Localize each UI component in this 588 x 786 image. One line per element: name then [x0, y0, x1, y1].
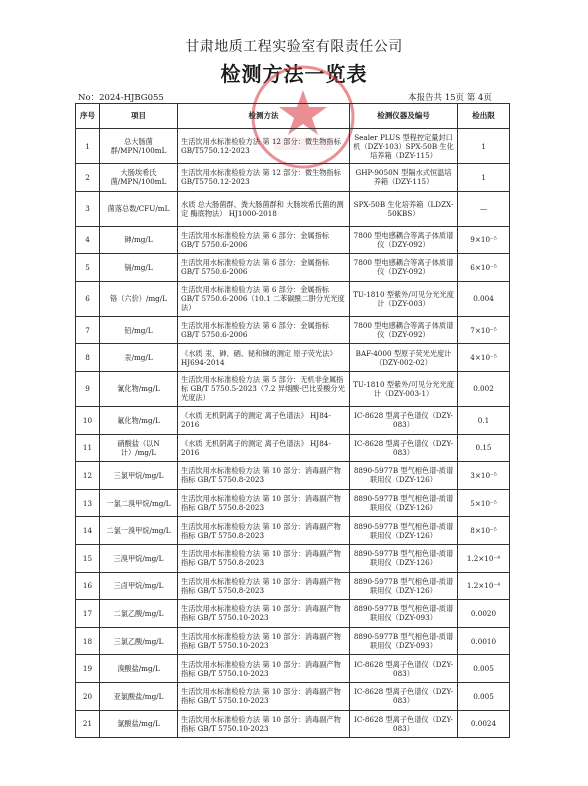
header-instrument: 检测仪器及编号 — [350, 104, 458, 129]
cell-instrument: IC-8628 型离子色谱仪（DZY-083） — [350, 434, 458, 462]
cell-method: 《水质 汞、砷、硒、铋和锑的测定 原子荧光法》 HJ694-2014 — [178, 344, 350, 372]
cell-method: 生活饮用水标准检验方法 第 10 部分：消毒副产物指标 GB/T 5750.10-2023 — [178, 600, 350, 628]
cell-instrument: 8890-5977B 型气相色谱-质谱联用仪（DZY-126） — [350, 544, 458, 572]
table-row — [76, 655, 510, 683]
table-header-row — [76, 104, 510, 129]
report-number-label: No： — [78, 93, 100, 103]
cell-method: 生活饮用水标准检验方法 第 10 部分：消毒副产物指标 GB/T 5750.8-2023 — [178, 517, 350, 545]
cell-method: 生活饮用水标准检验方法 第 10 部分：消毒副产物指标 GB/T 5750.10-2023 — [178, 655, 350, 683]
cell-limit: 4×10⁻⁵ — [458, 344, 510, 372]
cell-number: 14 — [76, 517, 100, 545]
cell-instrument: 7800 型电感耦合等离子体质谱仪（DZY-092） — [350, 254, 458, 282]
cell-limit: 7×10⁻⁵ — [458, 316, 510, 344]
cell-instrument: 7800 型电感耦合等离子体质谱仪（DZY-092） — [350, 316, 458, 344]
cell-number: 15 — [76, 544, 100, 572]
cell-limit: 3×10⁻⁵ — [458, 462, 510, 490]
cell-instrument: Sealer PLUS 型程控定量封口机（DZY-103）SPX-50B 生化培养箱（DZY-115） — [350, 129, 458, 164]
cell-limit: 9×10⁻⁵ — [458, 226, 510, 254]
cell-instrument: SPX-50B 生化培养箱（LDZX-50KBS） — [350, 191, 458, 226]
cell-number: 20 — [76, 682, 100, 710]
table-row — [76, 600, 510, 628]
methods-table — [75, 103, 510, 738]
table-row — [76, 462, 510, 490]
cell-method: 生活饮用水标准检验方法 第 12 部分：微生物指标 GB/T5750.12-2023 — [178, 164, 350, 192]
cell-number: 16 — [76, 572, 100, 600]
cell-number: 8 — [76, 344, 100, 372]
cell-number: 12 — [76, 462, 100, 490]
table-row — [76, 682, 510, 710]
cell-limit: 6×10⁻⁵ — [458, 254, 510, 282]
cell-item: 三氯乙酸/mg/L — [100, 627, 178, 655]
table-row — [76, 627, 510, 655]
cell-number: 19 — [76, 655, 100, 683]
table-row — [76, 489, 510, 517]
cell-item: 氰化物/mg/L — [100, 371, 178, 406]
cell-number: 1 — [76, 129, 100, 164]
cell-method: 生活饮用水标准检验方法 第 10 部分：消毒副产物指标 GB/T 5750.8-2023 — [178, 544, 350, 572]
cell-instrument: 8890-5977B 型气相色谱-质谱联用仪（DZY-126） — [350, 517, 458, 545]
cell-number: 10 — [76, 406, 100, 434]
table-row — [76, 316, 510, 344]
cell-limit: 0.0010 — [458, 627, 510, 655]
cell-instrument: 8890-5977B 型气相色谱-质谱联用仪（DZY-093） — [350, 600, 458, 628]
cell-limit: 8×10⁻⁵ — [458, 517, 510, 545]
cell-limit: 0.005 — [458, 655, 510, 683]
cell-instrument: TU-1810 型紫外/可见分光光度计（DZY-003-1） — [350, 371, 458, 406]
cell-limit: 0.0020 — [458, 600, 510, 628]
report-number-value: 2024-HJBG055 — [99, 93, 164, 103]
cell-method: 水质 总大肠菌群、粪大肠菌群和 大肠埃希氏菌的测定 酶底物法） HJ1000-2018 — [178, 191, 350, 226]
cell-item: 镉/mg/L — [100, 254, 178, 282]
cell-item: 一氯二溴甲烷/mg/L — [100, 489, 178, 517]
cell-item: 铅/mg/L — [100, 316, 178, 344]
cell-item: 氟化物/mg/L — [100, 406, 178, 434]
cell-number: 9 — [76, 371, 100, 406]
table-row — [76, 434, 510, 462]
cell-limit: 0.1 — [458, 406, 510, 434]
cell-method: 生活饮用水标准检验方法 第 6 部分：金属指标 GB/T 5750.6-2006（10.1 二苯碳酰二肼分光光度法） — [178, 281, 350, 316]
table-row — [76, 164, 510, 192]
cell-instrument: 7800 型电感耦合等离子体质谱仪（DZY-092） — [350, 226, 458, 254]
cell-item: 二氯乙酸/mg/L — [100, 600, 178, 628]
cell-method: 生活饮用水标准检验方法 第 5 部分：无机非金属指标 GB/T 5750.5-2023（7.2 异烟酸-巴比妥酸分光光度法） — [178, 371, 350, 406]
cell-method: 生活饮用水标准检验方法 第 6 部分：金属指标 GB/T 5750.6-2006 — [178, 316, 350, 344]
table-row — [76, 544, 510, 572]
table-row — [76, 344, 510, 372]
cell-number: 18 — [76, 627, 100, 655]
table-row — [76, 406, 510, 434]
cell-method: 生活饮用水标准检验方法 第 6 部分：金属指标 GB/T 5750.6-2006 — [178, 226, 350, 254]
cell-number: 17 — [76, 600, 100, 628]
cell-instrument: 8890-5977B 型气相色谱-质谱联用仪（DZY-093） — [350, 627, 458, 655]
table-row — [76, 517, 510, 545]
cell-instrument: BAF-4000 型原子荧光光度计（DZY-002-02） — [350, 344, 458, 372]
header-limit: 检出限 — [458, 104, 510, 129]
cell-method: 生活饮用水标准检验方法 第 10 部分：消毒副产物指标 GB/T 5750.10-2023 — [178, 627, 350, 655]
cell-limit: 1.2×10⁻⁴ — [458, 544, 510, 572]
cell-method: 生活饮用水标准检验方法 第 10 部分：消毒副产物指标 GB/T 5750.8-2023 — [178, 489, 350, 517]
cell-item: 溴酸盐/mg/L — [100, 655, 178, 683]
cell-item: 汞/mg/L — [100, 344, 178, 372]
table-row — [76, 710, 510, 738]
company-name: 甘肃地质工程实验室有限责任公司 — [185, 39, 403, 55]
table-row — [76, 371, 510, 406]
cell-limit: 0.005 — [458, 682, 510, 710]
cell-method: 生活饮用水标准检验方法 第 10 部分：消毒副产物指标 GB/T 5750.8-2023 — [178, 572, 350, 600]
cell-item: 亚氯酸盐/mg/L — [100, 682, 178, 710]
cell-method: 《水质 无机阴离子的测定 离子色谱法》 HJ84-2016 — [178, 406, 350, 434]
cell-item: 菌落总数/CFU/mL — [100, 191, 178, 226]
cell-instrument: IC-8628 型离子色谱仪（DZY-083） — [350, 682, 458, 710]
cell-limit: 1.2×10⁻⁴ — [458, 572, 510, 600]
cell-limit: 5×10⁻⁵ — [458, 489, 510, 517]
cell-number: 7 — [76, 316, 100, 344]
cell-number: 11 — [76, 434, 100, 462]
cell-method: 生活饮用水标准检验方法 第 12 部分：微生物指标 GB/T5750.12-2023 — [178, 129, 350, 164]
cell-item: 大肠埃希氏菌/MPN/100mL — [100, 164, 178, 192]
cell-method: 生活饮用水标准检验方法 第 10 部分：消毒副产物指标 GB/T 5750.10-2023 — [178, 682, 350, 710]
cell-instrument: 8890-5977B 型气相色谱-质谱联用仪（DZY-126） — [350, 572, 458, 600]
cell-instrument: GHP-9050N 型隔水式恒温培养箱（DZY-115） — [350, 164, 458, 192]
cell-instrument: TU-1810 型紫外/可见分光光度计（DZY-003） — [350, 281, 458, 316]
cell-method: 生活饮用水标准检验方法 第 10 部分：消毒副产物指标 GB/T 5750.10-2023 — [178, 710, 350, 738]
cell-number: 4 — [76, 226, 100, 254]
cell-limit: 0.004 — [458, 281, 510, 316]
cell-instrument: IC-8628 型离子色谱仪（DZY-083） — [350, 655, 458, 683]
table-row — [76, 254, 510, 282]
cell-item: 二氯一溴甲烷/mg/L — [100, 517, 178, 545]
cell-item: 三溴甲烷/mg/L — [100, 544, 178, 572]
cell-limit: 0.15 — [458, 434, 510, 462]
table-row — [76, 226, 510, 254]
cell-instrument: 8890-5977B 型气相色谱-质谱联用仪（DZY-126） — [350, 462, 458, 490]
document-title: 检测方法一览表 — [220, 62, 368, 86]
header-item: 项目 — [100, 104, 178, 129]
header-no: 序号 — [76, 104, 100, 129]
cell-method: 《水质 无机阴离子的测定 离子色谱法》 HJ84-2016 — [178, 434, 350, 462]
report-number — [78, 91, 164, 103]
table-row — [76, 129, 510, 164]
cell-item: 三氯甲烷/mg/L — [100, 462, 178, 490]
cell-limit: 0.0024 — [458, 710, 510, 738]
table-row — [76, 281, 510, 316]
cell-limit: 1 — [458, 129, 510, 164]
cell-number: 3 — [76, 191, 100, 226]
cell-method: 生活饮用水标准检验方法 第 6 部分：金属指标 GB/T 5750.6-2006 — [178, 254, 350, 282]
page-info: 本报告共 15页 第 4页 — [408, 93, 492, 103]
cell-number: 2 — [76, 164, 100, 192]
cell-method: 生活饮用水标准检验方法 第 10 部分：消毒副产物指标 GB/T 5750.8-2023 — [178, 462, 350, 490]
cell-number: 13 — [76, 489, 100, 517]
table-row — [76, 572, 510, 600]
cell-limit: 1 — [458, 164, 510, 192]
cell-limit: — — [458, 191, 510, 226]
cell-item: 铬（六价）/mg/L — [100, 281, 178, 316]
header-method: 检测方法 — [178, 104, 350, 129]
cell-number: 6 — [76, 281, 100, 316]
cell-instrument: IC-8628 型离子色谱仪（DZY-083） — [350, 710, 458, 738]
cell-item: 硝酸盐（以N计）/mg/L — [100, 434, 178, 462]
cell-item: 氯酸盐/mg/L — [100, 710, 178, 738]
cell-item: 总大肠菌群/MPN/100mL — [100, 129, 178, 164]
cell-instrument: IC-8628 型离子色谱仪（DZY-083） — [350, 406, 458, 434]
table-row — [76, 191, 510, 226]
cell-instrument: 8890-5977B 型气相色谱-质谱联用仪（DZY-126） — [350, 489, 458, 517]
cell-item: 砷/mg/L — [100, 226, 178, 254]
cell-limit: 0.002 — [458, 371, 510, 406]
cell-number: 21 — [76, 710, 100, 738]
cell-item: 三卤甲烷/mg/L — [100, 572, 178, 600]
cell-number: 5 — [76, 254, 100, 282]
